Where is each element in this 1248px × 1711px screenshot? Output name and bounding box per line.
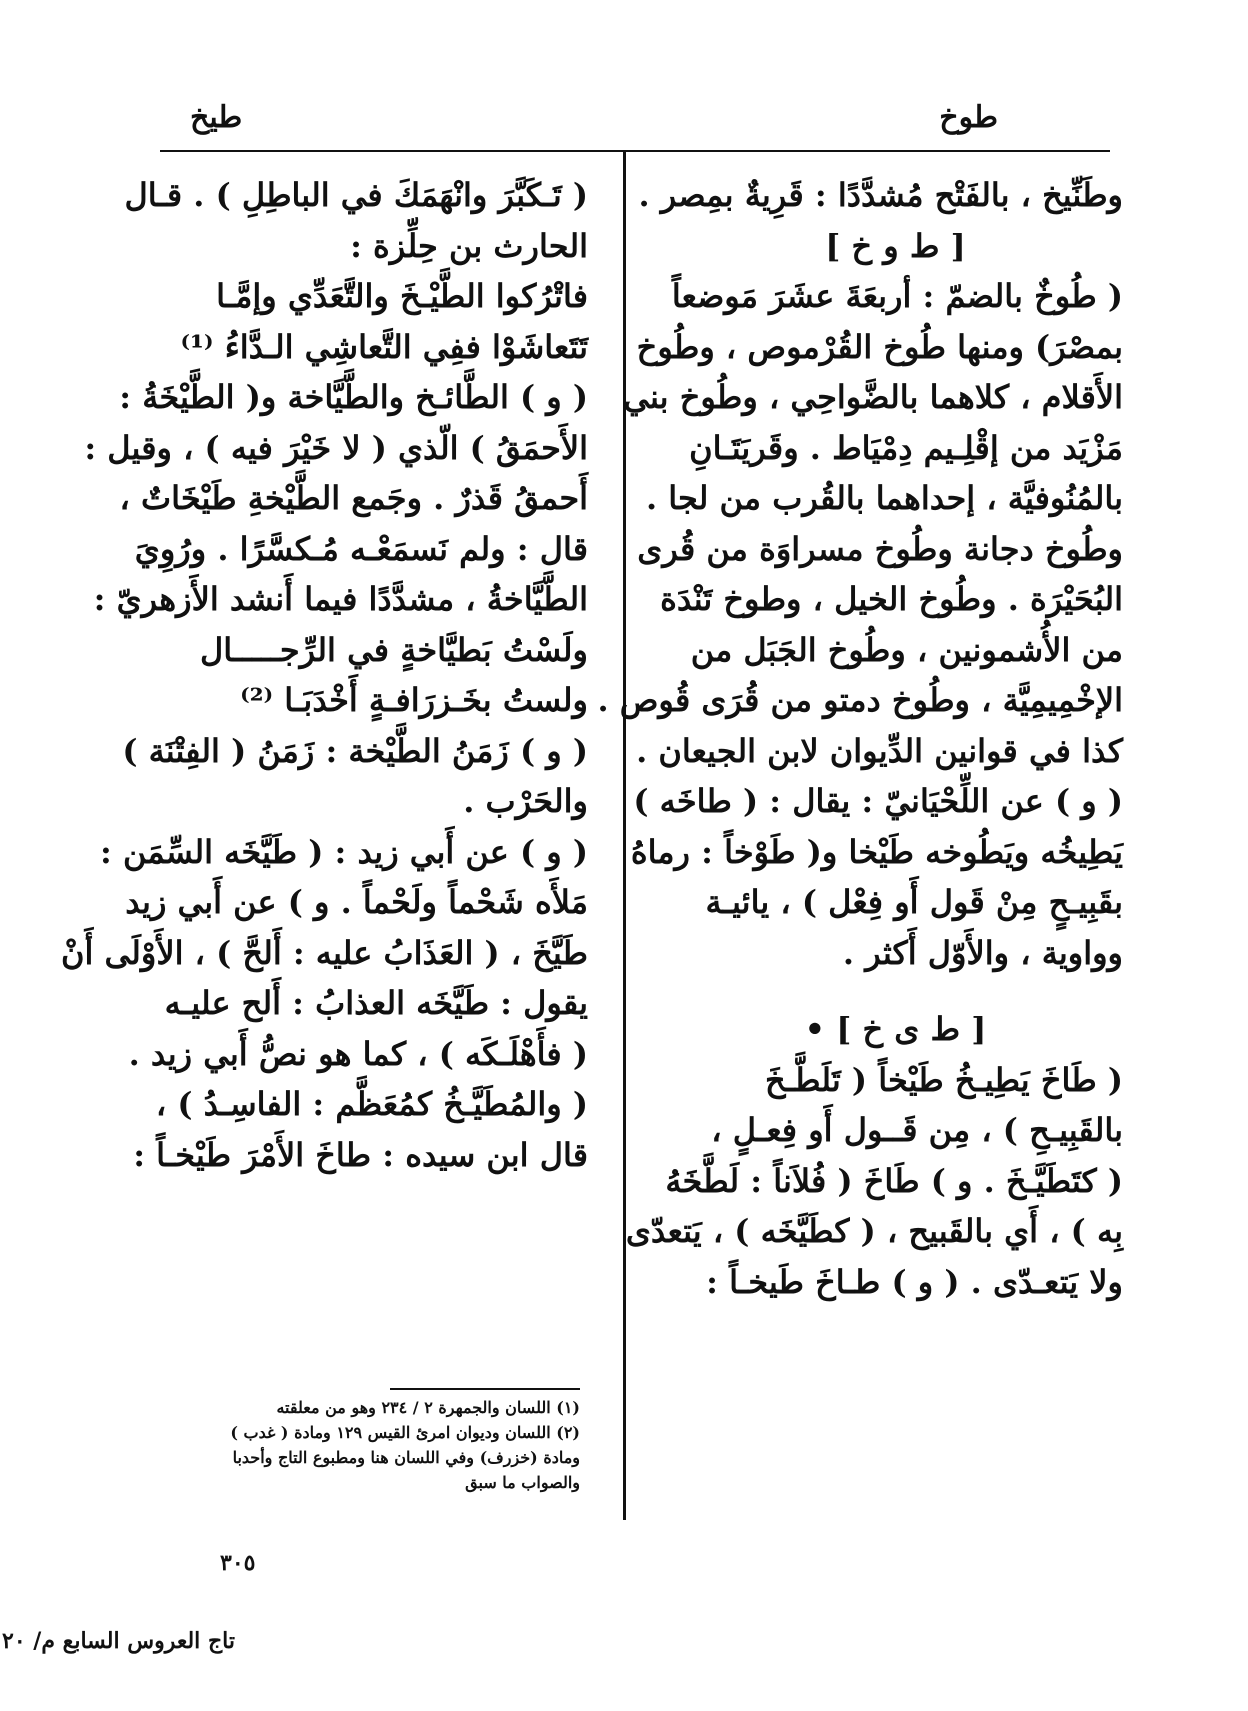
text-line: يقول : طَيَّخَه العذابُ : أَلح عليـه (164, 984, 588, 1022)
footnote: (٢) اللسان وديوان امرئ القيس ١٢٩ ومادة ( غدب ) (230, 1423, 580, 1442)
text-line: ( والمُطَيَّـخُ كمُعَظَّم : الفاسِـدُ ) ، (155, 1085, 588, 1123)
text-line: الأَقلام ، كلاهما بالضَّواحِي ، وطُوخ بني (623, 378, 1123, 416)
text-line: البُحَيْرَة . وطُوخ الخيل ، وطوخ تَنْدَة (660, 580, 1123, 618)
text-line: ( فأَهْلَـكَه ) ، كما هو نصُّ أَبي زيد . (128, 1034, 588, 1073)
footnote: ومادة (خزرف) وفي اللسان هنا ومطبوع التاج وأحدبا (232, 1448, 580, 1467)
right-column (597, 170, 1123, 1307)
text-line: بمصْرَ) ومنها طُوخ القُرْموص ، وطُوخ (636, 327, 1123, 366)
text-line: قال ابن سيده : طاخَ الأَمْرَ طَيْخـاً : (133, 1135, 588, 1174)
header-left-word: طيخ (190, 100, 243, 135)
text-line: ( و ) زَمَنُ الطَّيْخة : زَمَنُ ( الفِتْنَة ) (122, 731, 588, 770)
text-line: مَزْيَد من إقْلِـيم دِمْيَاط . وقَريَتَـانِ (689, 428, 1123, 467)
text-line: الطَّيَّاخةُ ، مشدَّدًا فيما أَنشد الأَزهريّ : (93, 580, 588, 618)
text-line: الأَحمَقُ ) الّذي ( لا خَيْرَ فيه ) ، وقيل : (84, 428, 588, 467)
text-line: ( و ) الطَّائـخ والطَّيَّاخة و( الطَّيْخَةُ : (119, 378, 588, 416)
header-right-word: طوخ (939, 100, 998, 135)
text-line: ( و ) عن اللِّحْيَانيّ : يقال : ( طاخَه ) (633, 782, 1123, 820)
column-divider (623, 152, 626, 1520)
text-line: ( تَـكَبَّرَ وانْهَمَكَ في الباطِلِ ) . قـال (124, 176, 588, 214)
text-line: وطَنِّيخ ، بالفَتْح مُشدَّدًا : قَرِيةٌ بمِصر . (638, 176, 1123, 214)
text-line: طَيَّخَ ، ( العَذَابُ عليه : أَلحَّ ) ، الأَوْلَى أَنْ (60, 933, 588, 972)
verse-line: ولَسْتُ بَطيَّاخةٍ في الرِّجـــــال (199, 630, 588, 669)
left-column (60, 170, 588, 1180)
text-line: أَحمقُ قَذرٌ . وجَمع الطَّيْخةِ طَيْخَاتٌ ، (119, 479, 588, 517)
text-line: ( طُوخٌ بالضمّ : أربعَةَ عشَرَ مَوضعاً (671, 277, 1123, 315)
page-number: ٣٠٥ (220, 1550, 256, 1576)
header-rule (160, 150, 1110, 152)
entry-heading-twkh: [ ط و خ ] (825, 226, 966, 265)
text-line: مَلأَه شَحْماً ولَحْماً . و ) عن أَبي زيد (125, 883, 588, 921)
verse-line: فاتْرُكوا الطَّيْـخَ والتَّعَدِّي وإمَّـا (216, 277, 588, 315)
text-line: الإخْمِيمِيَّة ، وطُوخ دمتو من قُرَى قُوص . (597, 681, 1123, 719)
verse-line: تَتَعاشَوْا ففِي التَّعاشِي الـدَّاءُ ⁽¹⁾ (180, 327, 588, 366)
text-line: وطُوخ دجانة وطُوخ مسراوَة من قُرى (637, 529, 1123, 568)
text-line: ولا يَتعـدّى . ( و ) طـاخَ طَيخـاً : (706, 1262, 1123, 1301)
text-line: ( طَاخَ يَطِيـخُ طَيْخاً ( تَلَطَّـخَ (764, 1060, 1123, 1099)
text-line: كذا في قوانين الدِّيوان لابن الجيعان . (636, 731, 1123, 770)
text-line: والحَرْب . (463, 782, 588, 820)
text-line: يَطِيخُه ويَطُوخه طَيْخا و( طَوْخاً : رماهُ (630, 832, 1123, 871)
text-line: ( كتَطَيَّـخَ . و ) طَاخَ ( فُلاَناً : لَطَّخَهُ (665, 1161, 1123, 1200)
footnote: (١) اللسان والجمهرة ٢ / ٢٣٤ وهو من معلقته (276, 1398, 580, 1417)
footnote: والصواب ما سبق (465, 1473, 580, 1492)
footnotes (140, 1395, 580, 1495)
text-line: بالمُنُوفيَّة ، إحداهما بالقُرب من لجا . (645, 479, 1123, 517)
text-line: بِه ) ، أَي بالقَبيح ، ( كطَيَّخَه ) ، يَتعدّى (625, 1212, 1123, 1250)
text-line: من الأُشمونين ، وطُوخ الجَبَل من (690, 630, 1123, 669)
text-line: ( و ) عن أَبي زيد : ( طَيَّخَه السِّمَن : (100, 832, 588, 871)
text-line: بقَبِيـحٍ مِنْ قَول أَو فِعْل ) ، يائيـة (705, 883, 1123, 921)
text-line: بالقَبِيـحِ ) ، مِن قَــول أَو فِعـلٍ ، (711, 1111, 1123, 1149)
footnote-rule (390, 1388, 580, 1390)
text-line: الحارث بن حِلِّزة : (350, 226, 588, 265)
book-footer: تاج العروس السابع م/ ٢٠ (2, 1628, 235, 1654)
entry-heading-tykh: [ ط ى خ ] • (804, 1010, 987, 1048)
text-line: وواوية ، والأَوّل أَكثر . (842, 933, 1123, 972)
verse-line: ولستُ بخَـزرَافـةٍ أَخْدَبَـا ⁽²⁾ (240, 681, 588, 719)
text-line: قال : ولم نَسمَعْـه مُـكسَّرًا . ورُوِيَ (134, 529, 588, 568)
